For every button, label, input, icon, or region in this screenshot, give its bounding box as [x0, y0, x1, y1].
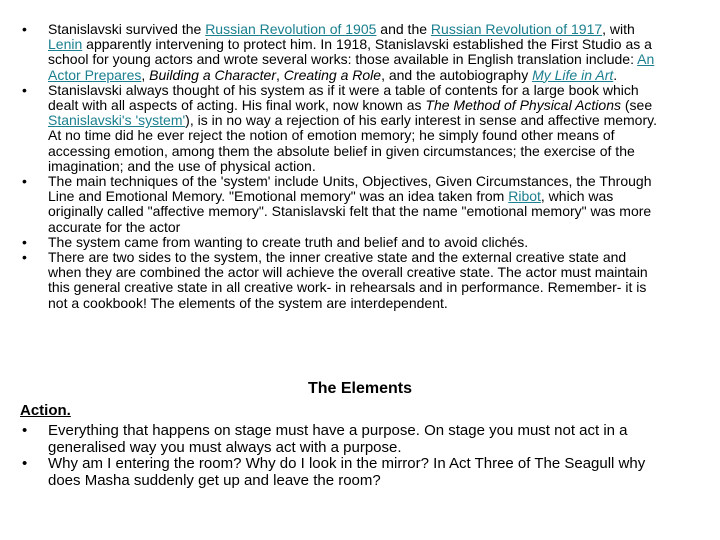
list-item: • Stanislavski always thought of his system as if it were a table of contents for a large book which dealt with all aspects of acting. His final work, now known as The Method of Physical Actions (see Stanislavski's 'system'), is in no way a rejection of his early interest in sense and affective memory. At no time did he ever reject the notion of emotion memory; he simply found other means of accessing emotion, among them the absolute belief in given circumstances; the exercise of the imagination; and the use of physical action. [22, 81, 657, 174]
bullet-icon: • [22, 455, 28, 472]
list-item: • The main techniques of the 'system' include Units, Objectives, Given Circumstances, the Through Line and Emotional Memory. "Emotional memory" was an idea taken from Ribot, which was originally called "affective memory". Stanislavski felt that the name "emotional memory" was more accurate for the actor [22, 173, 652, 235]
bullet-icon: • [22, 173, 27, 190]
link-stanislavskis-system[interactable]: Stanislavski's 'system' [48, 112, 186, 129]
link-an-actor-prepares[interactable]: An Actor Prepares [48, 51, 655, 83]
history-bullet-list [20, 22, 660, 311]
list-item: • The system came from wanting to create truth and belief and to avoid clichés. [22, 233, 529, 250]
list-item: • There are two sides to the system, the inner creative state and the external creative state and when they are combined the actor will achieve the overall creative state. The actor must maintain this general creative state in all creative work- in rehearsals and in performance. Remember- it is not a cookbook! The elements of the system are interdependent. [22, 249, 648, 311]
action-title: Action. [20, 402, 71, 419]
link-lenin[interactable]: Lenin [48, 36, 83, 53]
action-bullet-list [20, 423, 660, 489]
bullet-icon: • [22, 422, 28, 439]
list-item: • Why am I entering the room? Why do I look in the mirror? In Act Three of The Seagull why does Masha suddenly get up and leave the room? [22, 455, 646, 489]
link-russian-revolution-1905[interactable]: Russian Revolution of 1905 [205, 21, 377, 37]
link-ribot[interactable]: Ribot [508, 188, 541, 205]
bullet-icon: • [22, 81, 27, 98]
link-my-life-in-art[interactable]: My Life in Art [532, 66, 614, 83]
list-item: • Everything that happens on stage must have a purpose. On stage you must not act in a generalised way you must always act with a purpose. [22, 422, 628, 456]
bullet-icon: • [22, 249, 27, 266]
list-item: • Stanislavski survived the Russian Revolution of 1905 and the Russian Revolution of 1917, with Lenin apparently intervening to protect him. In 1918, Stanislavski established the First Studio as a school for young actors and wrote several works: those available in English translation include: An Actor Prepares, Building a Character, Creating a Role, and the autobiography My Life in Art. [22, 21, 655, 83]
bullet-icon: • [22, 21, 27, 37]
link-russian-revolution-1917[interactable]: Russian Revolution of 1917 [430, 21, 603, 37]
bullet-icon: • [22, 233, 27, 250]
section-heading: The Elements [307, 380, 413, 397]
